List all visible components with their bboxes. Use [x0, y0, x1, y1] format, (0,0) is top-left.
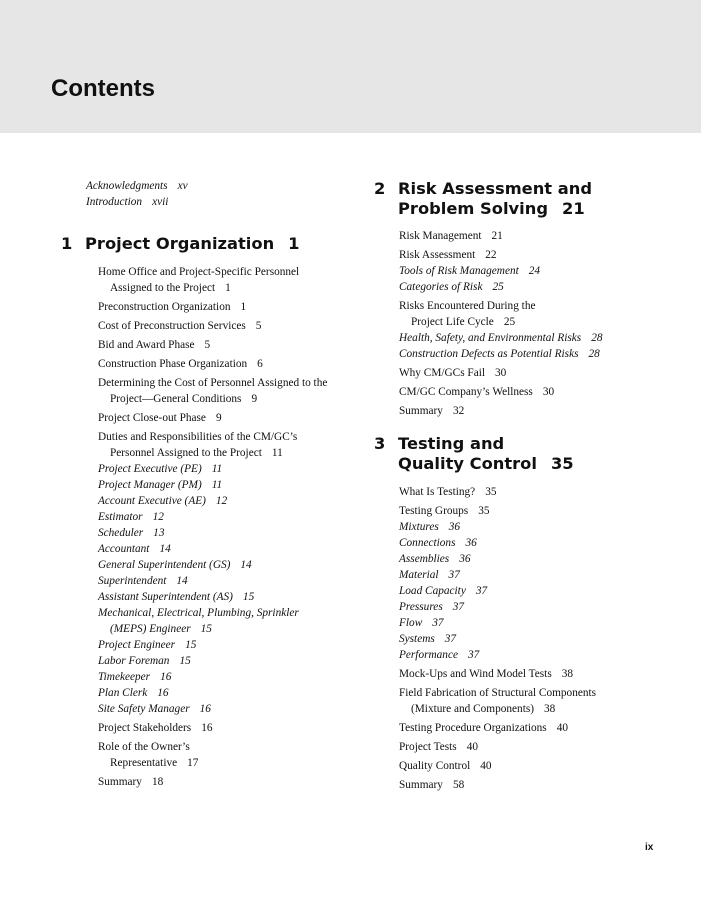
- toc-subentry[interactable]: [399, 519, 674, 535]
- page-title: Contents: [51, 75, 155, 102]
- entry-page: 16: [160, 671, 172, 683]
- chapter-number: 3: [374, 434, 386, 453]
- toc-subentry[interactable]: [98, 525, 361, 541]
- entry-title: Cost of Preconstruction Services: [98, 320, 246, 332]
- toc-subentry[interactable]: [399, 535, 674, 551]
- toc-subentry[interactable]: [399, 279, 674, 295]
- toc-subentry[interactable]: [98, 669, 361, 685]
- entry-page: 9: [251, 393, 258, 405]
- entry-title: Mixtures: [399, 521, 439, 533]
- front-matter-entry[interactable]: [86, 194, 356, 210]
- entry-title: Duties and Responsibilities of the CM/GC’s: [98, 431, 298, 443]
- entry-title: Performance: [399, 649, 458, 661]
- toc-subentry[interactable]: [399, 647, 674, 663]
- entry-title-cont: Representative: [110, 757, 178, 769]
- entry-page: 1: [225, 282, 231, 294]
- entry-title: Home Office and Project-Specific Personnel: [98, 266, 300, 278]
- entry-title: Material: [399, 569, 439, 581]
- chapter-3-entries: [374, 484, 674, 793]
- entry-page: 15: [179, 655, 191, 667]
- toc-subentry[interactable]: [399, 583, 674, 599]
- toc-subentry[interactable]: [399, 330, 674, 346]
- entry-page: 11: [211, 463, 223, 475]
- front-matter-entry[interactable]: [86, 178, 356, 194]
- toc-entry[interactable]: [98, 299, 361, 315]
- entry-title: Site Safety Manager: [98, 703, 190, 715]
- toc-entry[interactable]: [399, 666, 674, 682]
- entry-page: 1: [240, 301, 247, 313]
- entry-page: 25: [492, 281, 504, 293]
- entry-title-cont: Project—General Conditions: [110, 393, 242, 405]
- toc-entry[interactable]: [399, 247, 674, 263]
- entry-title: Testing Procedure Organizations: [399, 722, 547, 734]
- entry-title: Quality Control: [399, 760, 471, 772]
- toc-entry[interactable]: [98, 720, 361, 736]
- entry-title: Introduction: [86, 196, 143, 208]
- entry-title: Connections: [399, 537, 456, 549]
- toc-subentry[interactable]: [98, 605, 361, 637]
- entry-page: 40: [480, 760, 492, 772]
- entry-title: Assemblies: [399, 553, 450, 565]
- chapter-3: [374, 434, 674, 793]
- toc-subentry[interactable]: [399, 615, 674, 631]
- toc-entry[interactable]: [98, 429, 361, 461]
- toc-subentry[interactable]: [98, 589, 361, 605]
- toc-subentry[interactable]: [98, 653, 361, 669]
- entry-page: 16: [157, 687, 169, 699]
- toc-subentry[interactable]: [399, 631, 674, 647]
- toc-subentry[interactable]: [98, 509, 361, 525]
- entry-title: Mechanical, Electrical, Plumbing, Sprinkler: [98, 607, 299, 619]
- entry-page: 37: [467, 649, 480, 661]
- entry-page: 35: [478, 505, 490, 517]
- entry-title: Scheduler: [98, 527, 144, 539]
- entry-title-cont: Project Life Cycle: [411, 316, 494, 328]
- entry-title: Tools of Risk Management: [399, 265, 519, 277]
- entry-title: Construction Defects as Potential Risks: [399, 348, 579, 360]
- entry-page: 14: [176, 575, 188, 587]
- entry-title: Risk Management: [399, 230, 482, 242]
- entry-title: Acknowledgments: [86, 180, 168, 192]
- toc-subentry[interactable]: [399, 346, 674, 362]
- chapter-heading[interactable]: [61, 234, 361, 254]
- entry-title: Project Stakeholders: [98, 722, 192, 734]
- entry-title: Risks Encountered During the: [399, 300, 536, 312]
- entry-page: 15: [185, 639, 197, 651]
- entry-title: Summary: [399, 779, 443, 791]
- entry-page: 37: [475, 585, 488, 597]
- entry-page: 30: [542, 386, 555, 398]
- entry-title: Preconstruction Organization: [98, 301, 231, 313]
- entry-title: Why CM/GCs Fail: [399, 367, 485, 379]
- entry-title: Assistant Superintendent (AS): [98, 591, 233, 603]
- entry-title: Bid and Award Phase: [98, 339, 195, 351]
- entry-title: Determining the Cost of Personnel Assigned to the: [98, 377, 328, 389]
- chapter-page: 1: [288, 234, 300, 253]
- entry-title: Systems: [399, 633, 435, 645]
- entry-title: Construction Phase Organization: [98, 358, 248, 370]
- toc-subentry[interactable]: [98, 637, 361, 653]
- entry-page: 38: [561, 668, 574, 680]
- toc-entry[interactable]: [399, 739, 674, 755]
- entry-page: 14: [159, 543, 171, 555]
- toc-entry[interactable]: [98, 318, 361, 334]
- toc-subentry[interactable]: [98, 541, 361, 557]
- toc-entry[interactable]: [399, 777, 674, 793]
- entry-page: 12: [152, 511, 164, 523]
- toc-entry[interactable]: [98, 337, 361, 353]
- entry-page: 40: [556, 722, 569, 734]
- entry-page: 11: [271, 447, 283, 459]
- chapter-number: 1: [61, 234, 73, 253]
- chapter-title-cont: Quality Control: [398, 454, 537, 473]
- toc-entry[interactable]: [98, 356, 361, 372]
- entry-title: Timekeeper: [98, 671, 151, 683]
- entry-page: 15: [242, 591, 255, 603]
- entry-title: Project Manager (PM): [98, 479, 202, 491]
- toc-subentry[interactable]: [98, 573, 361, 589]
- chapter-2: [374, 179, 674, 419]
- entry-title: Superintendent: [98, 575, 167, 587]
- entry-title: Summary: [98, 776, 142, 788]
- toc-entry[interactable]: [399, 403, 674, 419]
- entry-title: Labor Foreman: [98, 655, 170, 667]
- entry-title: Project Executive (PE): [98, 463, 202, 475]
- entry-page: 12: [215, 495, 228, 507]
- entry-page: 16: [199, 703, 211, 715]
- entry-title: Flow: [399, 617, 423, 629]
- chapter-1-entries: [61, 264, 361, 790]
- entry-page: 30: [495, 367, 507, 379]
- entry-title: Summary: [399, 405, 443, 417]
- entry-title: Estimator: [98, 511, 143, 523]
- toc-entry[interactable]: [98, 774, 361, 790]
- chapter-1: [61, 234, 361, 790]
- entry-title: Mock-Ups and Wind Model Tests: [399, 668, 552, 680]
- contents-header: [0, 0, 701, 133]
- chapter-page: 35: [550, 454, 574, 473]
- entry-page: 36: [448, 521, 461, 533]
- toc-entry[interactable]: [399, 720, 674, 736]
- entry-title: Categories of Risk: [399, 281, 483, 293]
- entry-title: Field Fabrication of Structural Components: [399, 687, 597, 699]
- toc-subentry[interactable]: [399, 567, 674, 583]
- toc-entry[interactable]: [399, 484, 674, 500]
- toc-subentry[interactable]: [399, 263, 674, 279]
- entry-page: 22: [485, 249, 497, 261]
- chapter-title: Testing and: [398, 434, 505, 453]
- chapter-heading[interactable]: [374, 179, 674, 219]
- chapter-page: 21: [562, 199, 585, 218]
- entry-page: 25: [503, 316, 516, 328]
- toc-entry[interactable]: [98, 739, 361, 771]
- chapter-2-entries: [374, 228, 674, 419]
- page-number: ix: [645, 842, 654, 853]
- toc-entry[interactable]: [98, 375, 361, 407]
- entry-title: General Superintendent (GS): [98, 559, 231, 571]
- entry-title: Project Close-out Phase: [98, 412, 206, 424]
- entry-page: 5: [255, 320, 262, 332]
- toc-entry[interactable]: [399, 503, 674, 519]
- toc-subentry[interactable]: [98, 701, 361, 717]
- entry-page: 36: [465, 537, 477, 549]
- entry-title-cont: Personnel Assigned to the Project: [110, 447, 262, 459]
- chapter-heading[interactable]: [374, 434, 674, 474]
- entry-title: Project Tests: [399, 741, 457, 753]
- chapter-title: Project Organization: [85, 234, 275, 253]
- entry-title-cont: (MEPS) Engineer: [110, 623, 191, 635]
- left-column: [86, 178, 356, 210]
- entry-page: 58: [452, 779, 465, 791]
- entry-page: 38: [544, 703, 556, 715]
- entry-title: CM/GC Company’s Wellness: [399, 386, 533, 398]
- entry-page: 11: [211, 479, 223, 491]
- toc-subentry[interactable]: [98, 685, 361, 701]
- toc-subentry[interactable]: [98, 557, 361, 573]
- entry-page: 36: [459, 553, 471, 565]
- entry-title: Project Engineer: [98, 639, 176, 651]
- entry-page: 37: [432, 617, 444, 629]
- entry-title: Load Capacity: [399, 585, 466, 597]
- entry-page: 21: [491, 230, 503, 242]
- entry-title: Testing Groups: [399, 505, 469, 517]
- entry-title: Risk Assessment: [399, 249, 476, 261]
- toc-subentry[interactable]: [399, 551, 674, 567]
- entry-page: 15: [200, 623, 212, 635]
- entry-title: Pressures: [399, 601, 443, 613]
- entry-page: 35: [485, 486, 497, 498]
- toc-entry[interactable]: [98, 264, 361, 296]
- toc-entry[interactable]: [399, 758, 674, 774]
- toc-entry[interactable]: [399, 298, 674, 330]
- entry-title-cont: Assigned to the Project: [110, 282, 216, 294]
- entry-page: 13: [153, 527, 165, 539]
- toc-entry[interactable]: [98, 410, 361, 426]
- toc-entry[interactable]: [399, 228, 674, 244]
- entry-page: 14: [240, 559, 252, 571]
- entry-page: xvii: [152, 196, 169, 208]
- entry-page: 5: [204, 339, 211, 351]
- entry-page: 28: [591, 332, 603, 344]
- entry-page: 37: [448, 569, 460, 581]
- entry-page: 37: [444, 633, 457, 645]
- entry-title: Role of the Owner’s: [98, 741, 190, 753]
- entry-title: Health, Safety, and Environmental Risks: [399, 332, 582, 344]
- entry-title: What Is Testing?: [399, 486, 476, 498]
- toc-subentry[interactable]: [98, 461, 361, 477]
- entry-page: 17: [187, 757, 199, 769]
- entry-page: 37: [452, 601, 465, 613]
- chapter-number: 2: [374, 179, 386, 198]
- entry-page: 28: [588, 348, 600, 360]
- entry-page: 24: [528, 265, 541, 277]
- toc-subentry[interactable]: [98, 493, 361, 509]
- entry-title: Account Executive (AE): [98, 495, 206, 507]
- toc-subentry[interactable]: [98, 477, 361, 493]
- entry-page: 6: [257, 358, 263, 370]
- toc-subentry[interactable]: [399, 599, 674, 615]
- toc-entry[interactable]: [399, 384, 674, 400]
- entry-title: Plan Clerk: [98, 687, 148, 699]
- entry-page: 9: [215, 412, 222, 424]
- entry-page: 32: [452, 405, 465, 417]
- entry-page: xv: [177, 180, 188, 192]
- entry-page: 16: [201, 722, 213, 734]
- entry-page: 40: [466, 741, 478, 753]
- toc-entry[interactable]: [399, 365, 674, 381]
- entry-title: Accountant: [98, 543, 150, 555]
- chapter-title-cont: Problem Solving: [398, 199, 548, 218]
- chapter-title: Risk Assessment and: [398, 179, 592, 198]
- entry-title-cont: (Mixture and Components): [411, 703, 534, 715]
- toc-entry[interactable]: [399, 685, 674, 717]
- entry-page: 18: [151, 776, 164, 788]
